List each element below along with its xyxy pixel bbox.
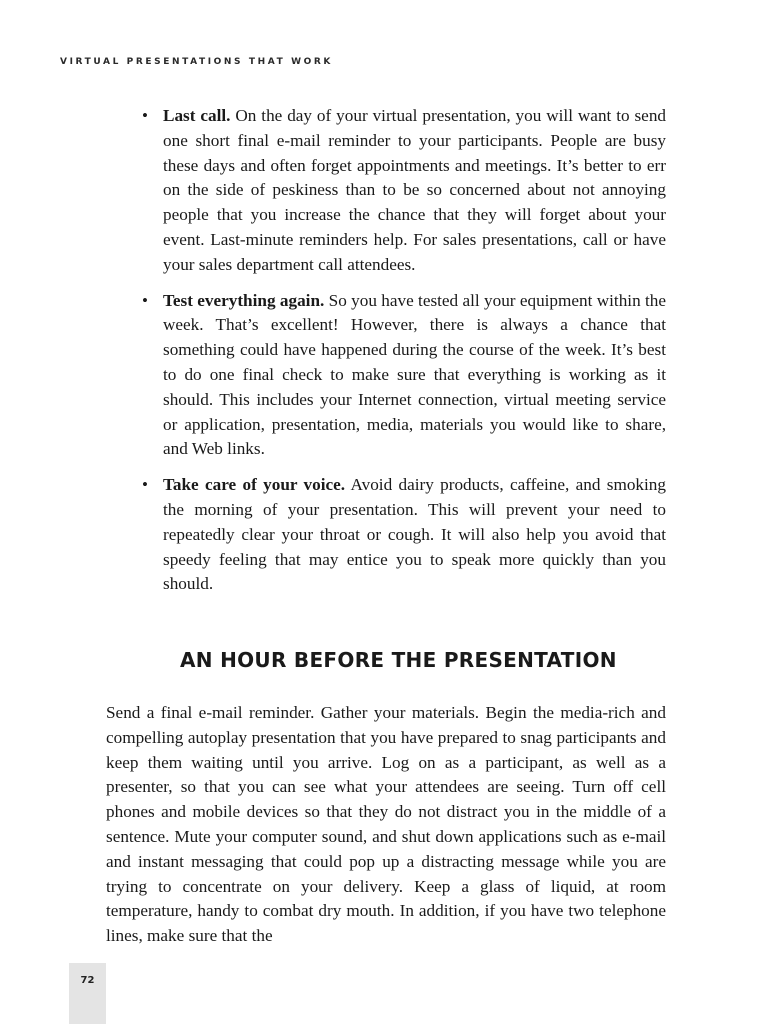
bullet-text: On the day of your virtual presentation, you will want to send one short final e-mail reminder to your participants. People are busy these days and often forget appointments and meetings. It’s better to err on the side of peskiness than to be so concerned about not annoying people that you increase the chance that they will forget about your event. Last-minute reminders help. For sales presentations, call or have your sales department call attendees. <box>163 106 667 274</box>
bullet-title: Test everything again. <box>163 290 325 310</box>
bullet-list <box>140 104 666 608</box>
page-number-tab <box>69 963 106 1024</box>
bullet-item-voice <box>140 473 666 597</box>
section-heading: AN HOUR BEFORE THE PRESENTATION <box>180 648 617 672</box>
running-head: VIRTUAL PRESENTATIONS THAT WORK <box>60 57 333 67</box>
bullet-title: Take care of your voice. <box>163 475 346 495</box>
page-number: 72 <box>80 975 95 986</box>
body-paragraph: Send a final e-mail reminder. Gather your materials. Begin the media-rich and compelling autoplay presentation that you have prepared to snag participants and keep them waiting until you arrive. Log on as a participant, as well as a presenter, so that you can see what your attendees are seeing. Turn off cell phones and mobile devices so that they do not distract you in the middle of a sentence. Mute your computer sound, and shut down applications such as e-mail and instant messaging that could pop up a distracting message while you are trying to concentrate on your delivery. Keep a glass of liquid, at room temperature, handy to combat dry mouth. In addition, if you have two telephone lines, make sure that the <box>106 703 666 946</box>
bullet-text: Avoid dairy products, caffeine, and smoking the morning of your presentation. This will prevent your need to repeatedly clear your throat or cough. It will also help you avoid that speedy feeling that may entice you to speak more quickly than you should. <box>163 475 666 594</box>
bullet-item-test-everything <box>140 289 666 463</box>
bullet-item-last-call <box>140 104 666 278</box>
bullet-text: So you have tested all your equipment within the week. That’s excellent! However, there is always a chance that something could have happened during the course of the week. It’s best to do one final check to make sure that everything is working as it should. This includes your Internet connection, virtual meeting service or application, presentation, media, materials you would like to share, and Web links. <box>163 290 666 459</box>
bullet-title: Last call. <box>163 106 231 125</box>
